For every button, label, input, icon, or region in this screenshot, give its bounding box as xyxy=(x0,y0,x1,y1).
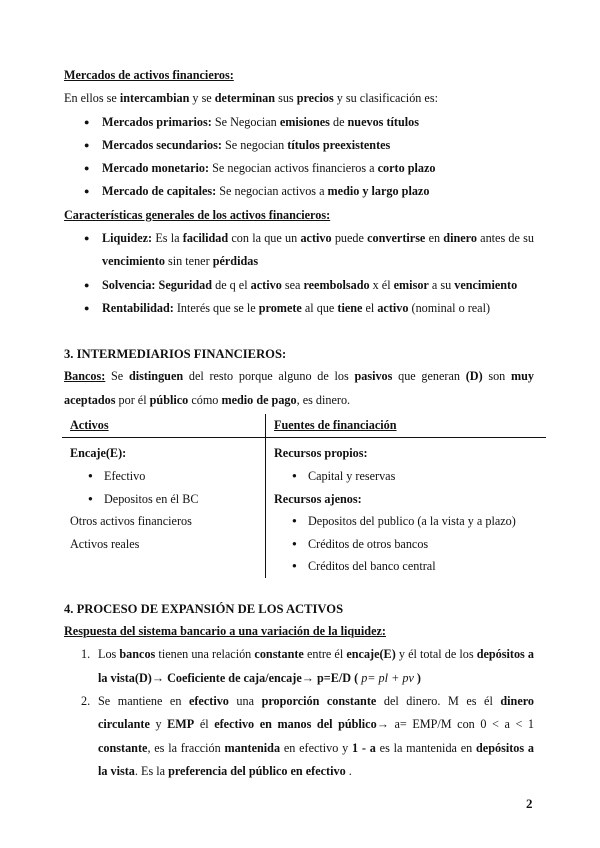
table-header-fuentes: Fuentes de financiación xyxy=(266,414,547,438)
list-item: ● Créditos del banco central xyxy=(274,555,546,578)
list-item-2: 2. Se mantiene en efectivo una proporción constante del dinero. M es él dinero circulante y EMP él efectivo en manos del público→ a= EMP/M con 0 < a < 1 constante, es la fracción mantenida en efectivo y 1 - a es la mantenida en depósitos a la vista. Es la preferencia del público en efectivo . xyxy=(81,693,535,778)
list-item: ● Depositos en él BC xyxy=(70,488,265,511)
bullet-mercado-capitales: ● Mercado de capitales: Se negocian activos a medio y largo plazo xyxy=(64,180,534,203)
numbered-list xyxy=(64,643,534,783)
page-number: 2 xyxy=(526,796,533,811)
list-item: ● Efectivo xyxy=(70,465,265,488)
bullet-mercados-secundarios: ● Mercados secundarios: Se negocian títulos preexistentes xyxy=(64,134,534,157)
list-item: Activos reales xyxy=(70,536,140,551)
table-col-activos: Encaje(E): ● Efectivo ● Depositos en él BC Otros activos financieros Activos reales xyxy=(62,438,266,578)
list-item: ● Depositos del publico (a la vista y a plazo) xyxy=(274,510,546,533)
bullet-mercado-monetario: ● Mercado monetario: Se negocian activos financieros a corto plazo xyxy=(64,157,534,180)
balance-table xyxy=(62,414,546,578)
document-page xyxy=(64,64,534,783)
list-item-1: 1. Los bancos tienen una relación constante entre él encaje(E) y él total de los depósitos a la vista(D)→ Coeficiente de caja/encaje→ p=E/D ( p= pl + pv ) xyxy=(81,647,535,685)
bullet-solvencia: ● Solvencia: Seguridad de q el activo sea reembolsado x él emisor a su vencimiento xyxy=(64,274,534,297)
heading-proceso-expansion: 4. PROCESO DE EXPANSIÓN DE LOS ACTIVOS xyxy=(64,602,344,617)
bullet-mercados-primarios: ● Mercados primarios: Se Negocian emisiones de nuevos títulos xyxy=(64,111,534,134)
table-col-fuentes: Recursos propios: ● Capital y reservas Recursos ajenos: ● Depositos del publico (a la vista y a plazo) ● Créditos de otros bancos ● Créditos del banco central xyxy=(266,438,547,578)
bancos-paragraph: Bancos: Se distinguen del resto porque alguno de los pasivos que generan (D) son muy aceptados por él público cómo medio de pago, es dinero. xyxy=(64,369,535,407)
intro-paragraph: En ellos se intercambian y se determinan sus precios y su clasificación es: xyxy=(64,91,438,106)
bullet-liquidez: ● Liquidez: Es la facilidad con la que un activo puede convertirse en dinero antes de su vencimiento sin tener pérdidas xyxy=(64,227,534,274)
subtitle-respuesta: Respuesta del sistema bancario a una variación de la liquidez: xyxy=(64,624,386,639)
section-title-caracteristicas: Características generales de los activos financieros: xyxy=(64,207,331,222)
heading-intermediarios: 3. INTERMEDIARIOS FINANCIEROS: xyxy=(64,347,287,362)
section-title-mercados: Mercados de activos financieros: xyxy=(64,68,234,82)
table-header-activos: Activos xyxy=(62,414,266,438)
list-item: ● Capital y reservas xyxy=(274,465,546,488)
bullet-rentabilidad: ● Rentabilidad: Interés que se le promete al que tiene el activo (nominal o real) xyxy=(64,297,534,320)
list-item: ● Créditos de otros bancos xyxy=(274,533,546,556)
list-item: Otros activos financieros xyxy=(70,514,192,529)
